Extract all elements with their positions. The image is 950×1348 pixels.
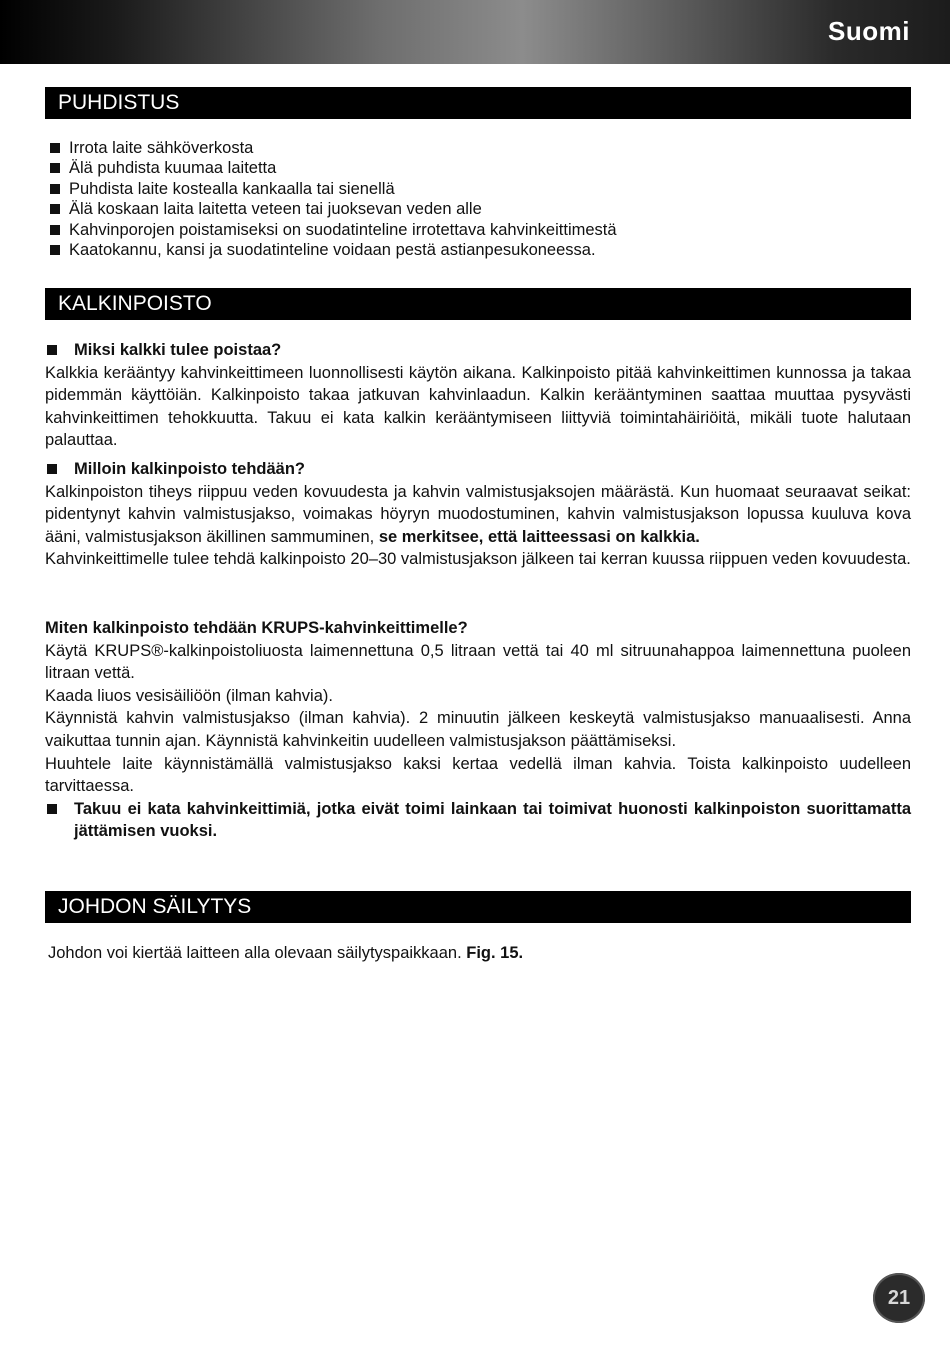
paragraph: Kaada liuos vesisäiliöön (ilman kahvia).: [45, 686, 333, 705]
paragraph: Huuhtele laite käynnistämällä valmistusjakso kaksi kertaa vedellä ilman kahvia. Toista kalkinpoisto uudelleen tarvittaessa.: [45, 754, 911, 796]
square-bullet-icon: [47, 804, 57, 814]
square-bullet-icon: [50, 245, 60, 255]
list-item: Älä puhdista kuumaa laitetta: [50, 158, 910, 178]
list-item: Kahvinporojen poistamiseksi on suodatinteline irrotettava kahvinkeittimestä: [50, 220, 910, 240]
paragraph: Johdon voi kiertää laitteen alla olevaan säilytyspaikkaan. Fig. 15.: [48, 944, 524, 962]
kalkinpoisto-how: [45, 617, 911, 843]
question-heading: Miksi kalkki tulee poistaa?: [45, 339, 911, 362]
list-item: Irrota laite sähköverkosta: [50, 138, 910, 158]
list-item: Puhdista laite kostealla kankaalla tai sienellä: [50, 179, 910, 199]
paragraph: Käytä KRUPS®-kalkinpoistoliuosta laimennettuna 0,5 litraan vettä tai 40 ml sitruunahappoa laimennettuna puoleen litraan vettä.: [45, 641, 911, 683]
section-title-puhdistus: PUHDISTUS: [45, 87, 911, 119]
paragraph: Kahvinkeittimelle tulee tehdä kalkinpoisto 20–30 valmistusjakson jälkeen tai kerran kuussa riippuen veden kovuudesta.: [45, 550, 911, 569]
list-item: Älä koskaan laita laitetta veteen tai juoksevan veden alle: [50, 199, 910, 219]
square-bullet-icon: [50, 163, 60, 173]
puhdistus-list: [50, 138, 910, 260]
square-bullet-icon: [50, 204, 60, 214]
warranty-warning: Takuu ei kata kahvinkeittimiä, jotka eivät toimi lainkaan tai toimivat huonosti kalkinpoiston suorittamatta jättämisen vuoksi.: [45, 798, 911, 843]
section-title-kalkinpoisto: KALKINPOISTO: [45, 288, 911, 320]
kalkinpoisto-why: [45, 339, 911, 452]
kalkinpoisto-when: [45, 458, 911, 571]
figure-reference: Fig. 15.: [466, 944, 524, 962]
johdon-text: [48, 942, 914, 965]
page-number-badge: 21: [873, 1273, 925, 1323]
list-item: Kaatokannu, kansi ja suodatinteline voidaan pestä astianpesukoneessa.: [50, 240, 910, 260]
square-bullet-icon: [47, 464, 57, 474]
header-band: [0, 0, 950, 64]
square-bullet-icon: [50, 143, 60, 153]
paragraph: Käynnistä kahvin valmistusjakso (ilman kahvia). 2 minuutin jälkeen keskeytä valmistusjakso manuaalisesti. Anna vaikuttaa tunnin ajan. Käynnistä kahvinkeitin uudelleen valmistusjakson päättämiseksi.: [45, 709, 911, 750]
emphasis-text: se merkitsee, että laitteessasi on kalkkia.: [378, 527, 700, 546]
square-bullet-icon: [50, 225, 60, 235]
square-bullet-icon: [47, 345, 57, 355]
question-heading: Milloin kalkinpoisto tehdään?: [45, 458, 911, 481]
question-heading: Miten kalkinpoisto tehdään KRUPS-kahvinkeittimelle?: [45, 619, 468, 637]
language-label: Suomi: [828, 16, 910, 46]
paragraph: Kalkinpoiston tiheys riippuu veden kovuudesta ja kahvin valmistusjaksojen määrästä. Kun huomaat seuraavat seikat: pidentynyt kahvin valmistusjakso, voimakas höyryn muodostuminen, kahvin valmistusjakson lopussa kuuluva kova ääni, valmistusjakson äkillinen sammuminen, se merkitsee, että laitteessasi on kalkkia.: [45, 482, 911, 546]
section-title-johdon: JOHDON SÄILYTYS: [45, 891, 911, 923]
paragraph: Kalkkia kerääntyy kahvinkeittimeen luonnollisesti käytön aikana. Kalkinpoisto pitää kahvinkeittimen kunnossa ja takaa pidemmän käyttöiän. Kalkinpoisto takaa jatkuvan kahvinlaadun. Kalkin kerääntyminen saattaa muuttaa pysyvästi kahvinkeittimen tehokkuutta. Takuu ei kata kalkin kerääntymiseen liittyviä toimintahäiriöitä, mikäli tuote halutaan palauttaa.: [45, 363, 911, 450]
square-bullet-icon: [50, 184, 60, 194]
